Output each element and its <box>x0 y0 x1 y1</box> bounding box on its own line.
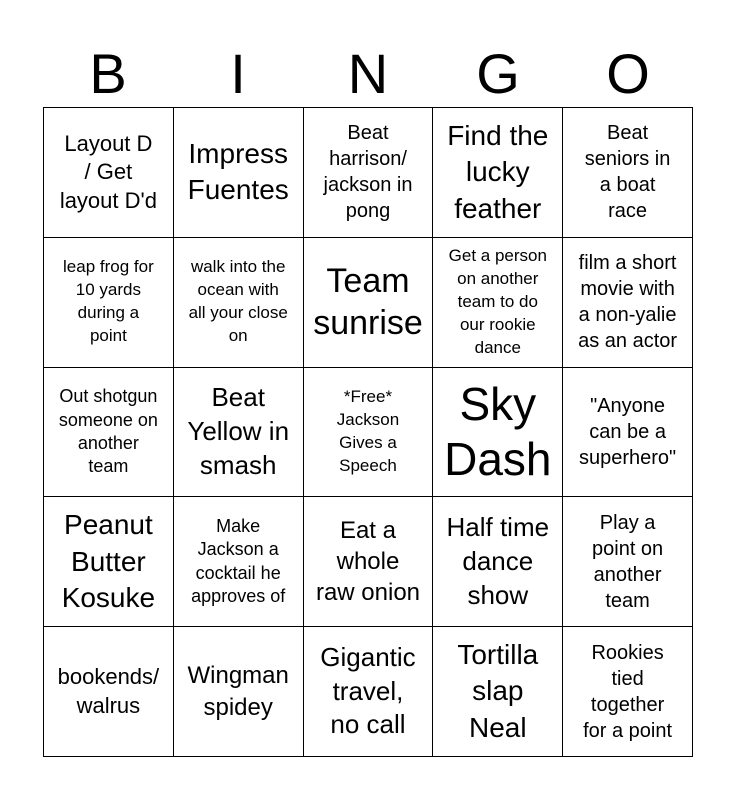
bingo-cell[interactable] <box>304 497 434 627</box>
cell-text: Gigantic travel, no call <box>320 641 416 740</box>
cell-text: bookends/ walrus <box>57 664 160 718</box>
cell-text: Make Jackson a cocktail he approves of <box>191 516 286 607</box>
cell-text: "Anyone can be a superhero" <box>579 394 677 469</box>
cell-text: Half time dance show <box>446 512 550 610</box>
bingo-cell[interactable] <box>563 497 693 627</box>
cell-text: Sky Dash <box>444 377 552 485</box>
bingo-cell[interactable] <box>433 108 563 238</box>
cell-text: Tortilla slap Neal <box>457 639 539 743</box>
bingo-cell[interactable] <box>563 368 693 498</box>
bingo-cell[interactable] <box>44 627 174 757</box>
cell-text: *Free* Jackson Gives a Speech <box>336 387 400 475</box>
bingo-cell[interactable] <box>44 238 174 368</box>
bingo-cell[interactable] <box>174 497 304 627</box>
header-letter-i: I <box>230 42 246 105</box>
bingo-cell[interactable] <box>304 627 434 757</box>
bingo-cell[interactable] <box>563 238 693 368</box>
header-letter-g: G <box>476 42 520 105</box>
bingo-cell[interactable] <box>563 108 693 238</box>
bingo-cell[interactable] <box>44 368 174 498</box>
cell-text: Beat Yellow in smash <box>187 382 290 480</box>
bingo-cell-free[interactable] <box>304 368 434 498</box>
bingo-cell[interactable] <box>304 108 434 238</box>
bingo-cell[interactable] <box>174 238 304 368</box>
bingo-cell[interactable] <box>433 238 563 368</box>
cell-text: Layout D / Get layout D'd <box>59 130 157 213</box>
header-letter-b: B <box>89 42 127 105</box>
cell-text: leap frog for 10 yards during a point <box>63 257 154 346</box>
cell-text: Beat harrison/ jackson in pong <box>323 122 413 223</box>
bingo-cell[interactable] <box>304 238 434 368</box>
cell-text: walk into the ocean with all your close on <box>188 257 288 346</box>
cell-text: Out shotgun someone on another team <box>58 386 158 477</box>
cell-text: Play a point on another team <box>592 511 664 612</box>
cell-text: Team sunrise <box>313 261 423 343</box>
bingo-header <box>43 40 693 108</box>
bingo-cell[interactable] <box>174 108 304 238</box>
cell-text: Peanut Butter Kosuke <box>61 509 156 613</box>
bingo-cell[interactable] <box>174 368 304 498</box>
bingo-cell[interactable] <box>433 627 563 757</box>
cell-text: Wingman spidey <box>187 662 289 721</box>
bingo-grid <box>43 107 693 757</box>
bingo-cell[interactable] <box>563 627 693 757</box>
bingo-cell[interactable] <box>174 627 304 757</box>
cell-text: Get a person on another team to do our rookie dance <box>448 245 547 357</box>
cell-text: film a short movie with a non-yalie as an actor <box>578 252 678 353</box>
cell-text: Beat seniors in a boat race <box>584 122 671 223</box>
header-letter-n: N <box>347 42 389 105</box>
bingo-cell[interactable] <box>433 368 563 498</box>
cell-text: Rookies tied together for a point <box>583 641 673 742</box>
bingo-cell[interactable] <box>433 497 563 627</box>
header-letter-o: O <box>606 42 650 105</box>
bingo-cell[interactable] <box>44 497 174 627</box>
cell-text: Eat a whole raw onion <box>315 517 421 607</box>
cell-text: Find the lucky feather <box>447 119 549 224</box>
cell-text: Impress Fuentes <box>187 138 289 206</box>
bingo-cell[interactable] <box>44 108 174 238</box>
